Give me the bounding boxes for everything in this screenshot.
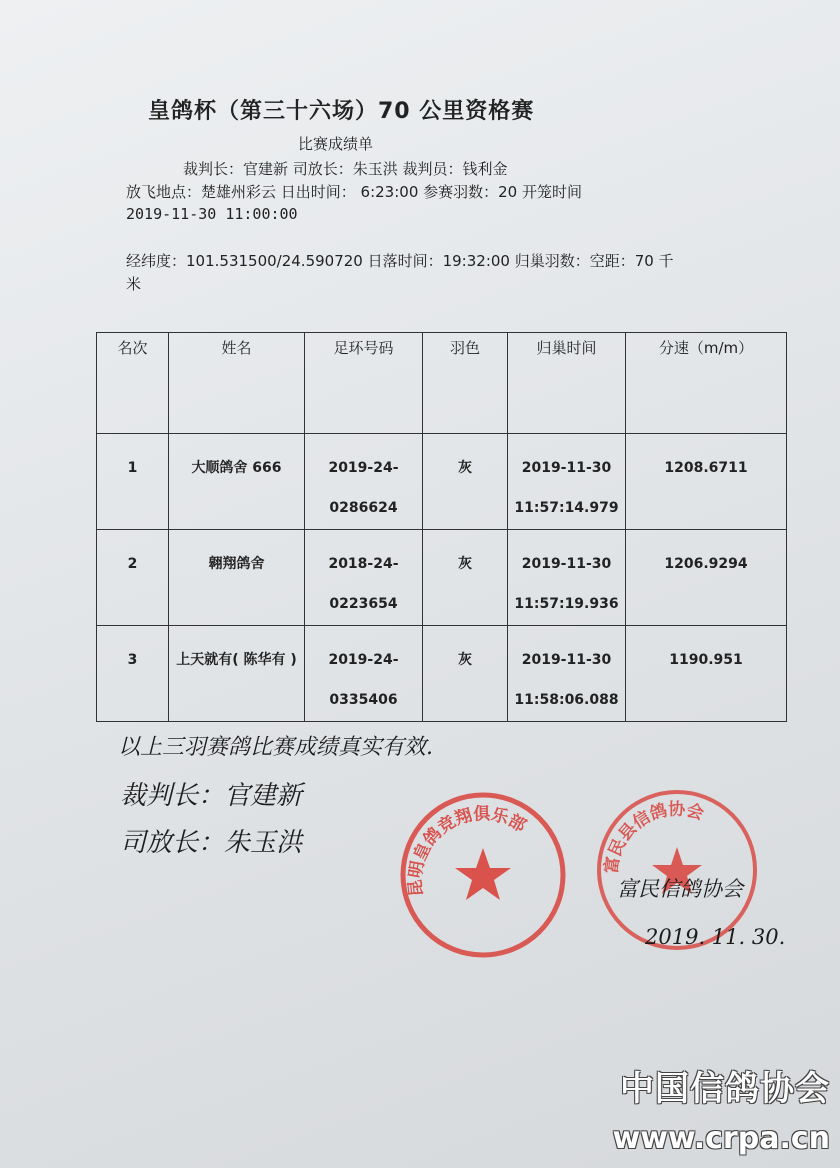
cell-speed: 1190.951 <box>626 626 787 722</box>
cell-rank: 2 <box>97 530 169 626</box>
cell-name: 上天就有( 陈华有 ) <box>169 626 305 722</box>
header-ring: 足环号码 <box>305 333 423 434</box>
handwritten-releaser: 司放长：朱玉洪 <box>120 828 303 858</box>
handwritten-date: 2019. 11. 30. <box>645 925 786 949</box>
cell-color: 灰 <box>423 434 508 530</box>
header-time: 归巢时间 <box>508 333 626 434</box>
watermark-logo-text: 中国信鸽协会 <box>620 1069 830 1109</box>
ring-part1: 2019-24- <box>328 460 399 476</box>
svg-text:富民县信鸽协会 <box>601 799 707 875</box>
officials-line: 裁判长：官建新 司放长：朱玉洪 裁判员：钱利金 <box>183 160 508 178</box>
club-seal-text: 昆明皇鸽竞翔俱乐部 <box>405 804 530 898</box>
coords-line-cont: 米 <box>126 275 142 293</box>
cell-speed: 1206.9294 <box>626 530 787 626</box>
ring-part2: 0223654 <box>329 596 398 612</box>
watermark-url: www.crpa.cn <box>612 1121 830 1156</box>
ring-part2: 0335406 <box>329 692 398 708</box>
club-seal <box>398 790 568 960</box>
table-header-row <box>97 333 787 434</box>
cell-color: 灰 <box>423 626 508 722</box>
cell-speed: 1208.6711 <box>626 434 787 530</box>
results-table <box>96 332 787 722</box>
page-subtitle: 比赛成绩单 <box>298 135 374 153</box>
header-rank: 名次 <box>97 333 169 434</box>
time-clock: 11:58:06.088 <box>514 692 619 708</box>
ring-part1: 2018-24- <box>328 556 399 572</box>
cell-ring <box>305 434 423 530</box>
table-row <box>97 434 787 530</box>
header-name: 姓名 <box>169 333 305 434</box>
cell-time <box>508 434 626 530</box>
cell-name: 翱翔鸽舍 <box>169 530 305 626</box>
handwritten-association: 富民信鸽协会 <box>617 877 743 901</box>
table-row <box>97 530 787 626</box>
ring-part2: 0286624 <box>329 500 398 516</box>
cell-time <box>508 626 626 722</box>
association-seal-text: 富民县信鸽协会 <box>601 799 706 876</box>
cell-ring <box>305 530 423 626</box>
ring-part1: 2019-24- <box>328 652 399 668</box>
cell-name: 大顺鸽舍 666 <box>169 434 305 530</box>
page-title: 皇鸽杯（第三十六场）70 公里资格赛 <box>148 99 535 124</box>
cell-ring <box>305 626 423 722</box>
open-time: 2019-11-30 11:00:00 <box>126 205 298 223</box>
time-date: 2019-11-30 <box>521 652 612 668</box>
coords-line: 经纬度：101.531500/24.590720 日落时间：19:32:00 归巢羽数：空距：70 千 <box>126 252 674 270</box>
header-color: 羽色 <box>423 333 508 434</box>
cell-color: 灰 <box>423 530 508 626</box>
handwritten-referee: 裁判长：官建新 <box>120 781 303 811</box>
handwritten-note: 以上三羽赛鸽比赛成绩真实有效. <box>118 735 433 760</box>
header-speed: 分速（m/m） <box>626 333 787 434</box>
time-date: 2019-11-30 <box>521 556 612 572</box>
time-clock: 11:57:19.936 <box>514 596 619 612</box>
table-row <box>97 626 787 722</box>
cell-rank: 1 <box>97 434 169 530</box>
cell-rank: 3 <box>97 626 169 722</box>
time-clock: 11:57:14.979 <box>514 500 619 516</box>
time-date: 2019-11-30 <box>521 460 612 476</box>
release-info-line: 放飞地点：楚雄州彩云 日出时间： 6:23:00 参赛羽数：20 开笼时间 <box>126 183 582 201</box>
cell-time <box>508 530 626 626</box>
